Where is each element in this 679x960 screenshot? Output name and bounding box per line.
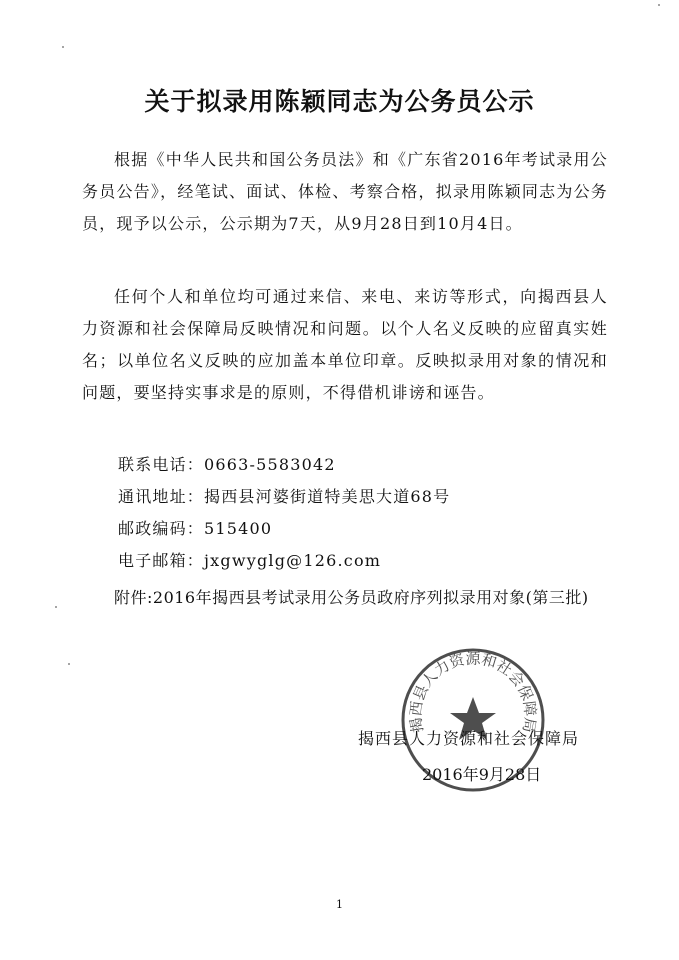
contact-address-label: 通讯地址：	[118, 487, 205, 506]
contact-postcode-label: 邮政编码：	[118, 519, 205, 538]
contact-email-label: 电子邮箱：	[118, 551, 205, 570]
contact-address-value: 揭西县河婆街道特美思大道68号	[204, 487, 451, 506]
paragraph-feedback: 任何个人和单位均可通过来信、来电、来访等形式，向揭西县人力资源和社会保障局反映情况和问题。以个人名义反映的应留真实姓名；以单位名义反映的应加盖本单位印章。反映拟录用对象的情况和问题，要坚持实事求是的原则，不得借机诽谤和诬告。	[82, 287, 608, 402]
contact-phone-value: 0663-5583042	[204, 455, 336, 474]
scan-speck	[68, 663, 70, 665]
scan-speck	[658, 4, 660, 6]
scan-speck	[55, 606, 57, 608]
paragraph-announcement: 根据《中华人民共和国公务员法》和《广东省2016年考试录用公务员公告》，经笔试、面试、体检、考察合格，拟录用陈颖同志为公务员，现予以公示，公示期为7天，从9月28日到10月4日。	[82, 150, 608, 233]
contact-postcode-line	[118, 516, 272, 539]
contact-phone-line	[118, 452, 336, 475]
scan-speck	[62, 46, 64, 48]
page-number: 1	[336, 898, 343, 911]
contact-phone-label: 联系电话：	[118, 455, 205, 474]
contact-email-value: jxgwyglg@126.com	[204, 551, 382, 570]
document-title: 关于拟录用陈颖同志为公务员公示	[144, 87, 535, 116]
attachment-note: 附件:2016年揭西县考试录用公务员政府序列拟录用对象(第三批)	[114, 588, 589, 607]
contact-address-line	[118, 484, 450, 507]
seal-text: 揭西县人力资源和社会保障局	[406, 649, 540, 735]
contact-postcode-value: 515400	[204, 519, 273, 538]
signature-organization: 揭西县人力资源和社会保障局	[358, 729, 580, 748]
contact-email-line	[118, 548, 381, 571]
signature-date: 2016年9月28日	[422, 765, 542, 784]
